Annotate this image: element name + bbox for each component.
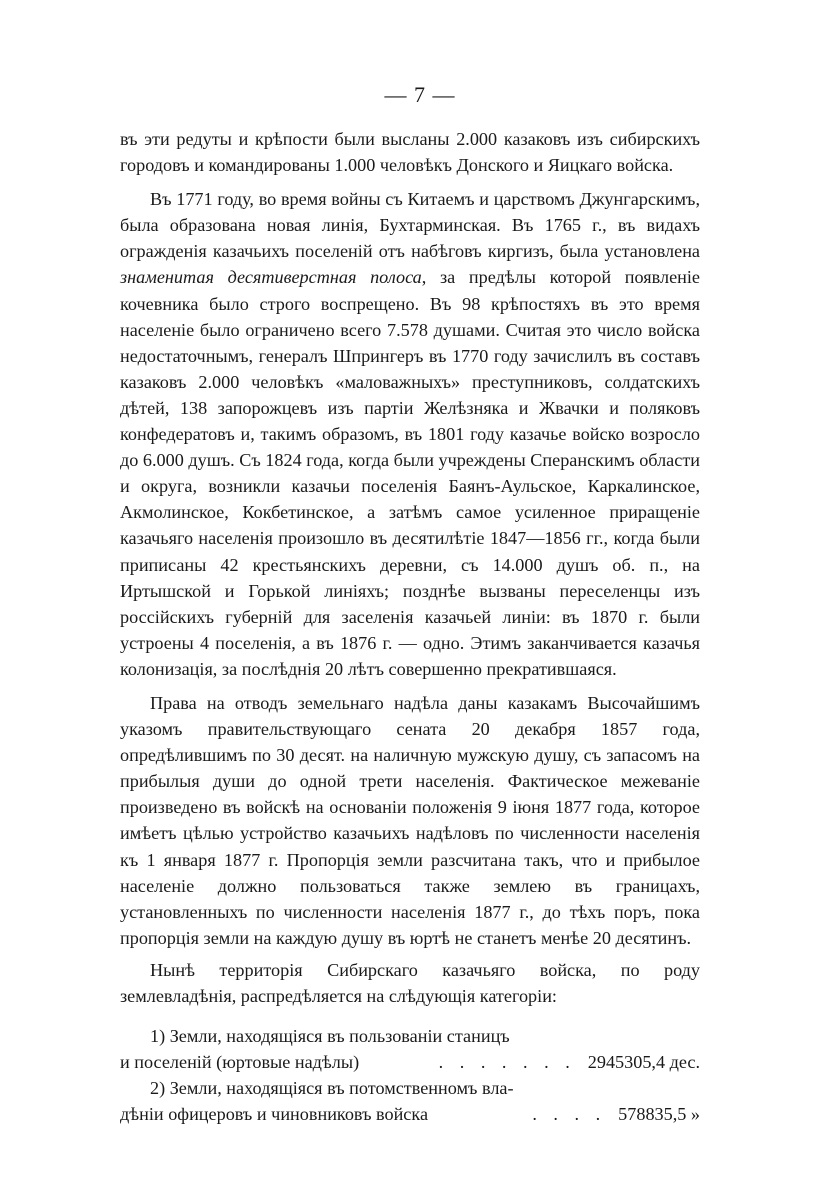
leader-dots: . . . . [532,1104,607,1125]
paragraph-2 [120,186,700,682]
entry-line-2 [120,1101,700,1127]
body-text [120,126,700,1127]
page-number: — 7 — [384,82,456,107]
entry-label: и поселеній (юртовые надѣлы) [120,1052,360,1073]
entry-line-1: 2) Земли, находящіяся въ потомственномъ вла- [150,1078,514,1099]
entry-amount: 578835,5 » [618,1104,700,1125]
leader-dots: . . . . . . . [438,1052,576,1073]
category-entry [120,1023,700,1075]
entry-label: дѣніи офицеровъ и чиновниковъ войска [120,1104,429,1125]
paragraph-2-italic: знаменитая десятиверстная полоса [120,267,422,288]
paragraph-3: Права на отводъ земельнаго надѣла даны казакамъ Высочайшимъ указомъ правительствующаго сената 20 декабря 1857 года, опредѣлившимъ по 30 десят. на наличную мужскую душу, съ запасомъ на прибылыя души до одной трети населенія. Фактическое межеваніе произведено въ войскѣ на основаніи положенія 9 іюня 1877 года, которое имѣетъ цѣлью устройство казачьихъ надѣловъ по численности населенія къ 1 января 1877 г. Пропорція земли разсчитана такъ, что и прибылое населеніе должно пользоваться также землею въ границахъ, установленныхъ по численности населенія 1877 г., до тѣхъ поръ, пока пропорція земли на каждую душу въ юртѣ не станетъ менѣе 20 десятинъ. [120,692,700,948]
paragraph-2-part-a: Въ 1771 году, во время войны съ Китаемъ и царствомъ Джунгарскимъ, была образована новая линія, Бухтарминская. Въ 1765 г., въ видахъ огражденія казачьихъ поселеній отъ набѣговъ киргизъ, была установлена [120,189,700,262]
entry-line-1: 1) Земли, находящіяся въ пользованіи станицъ [150,1026,510,1047]
category-list [120,1023,700,1127]
category-entry [120,1075,700,1127]
paragraph-2-part-b: , за предѣлы которой появленіе кочевника было строго воспрещено. Въ 98 крѣпостяхъ въ это время населеніе было ограничено всего 7.578 душами. Считая это число войска недостаточнымъ, генералъ Шпрингеръ въ 1770 году зачислилъ въ составъ казаковъ 2.000 человѣкъ «маловажныхъ» преступниковъ, солдатскихъ дѣтей, 138 запорожцевъ изъ партіи Желѣзняка и Жвачки и поляковъ конфедератовъ и, такимъ образомъ, въ 1801 году казачье войско возросло до 6.000 душъ. Съ 1824 года, когда были учреждены Сперанскимъ области и округа, возникли казачьи поселенія Баянъ-Аульское, Каркалинское, Акмолинское, Кокбетинское, а затѣмъ самое усиленное приращеніе казачьяго населенія произошло въ десятилѣтіе 1847—1856 гг., когда были приписаны 42 крестьянскихъ деревни, съ 14.000 душъ об. п., на Иртышской и Горькой линіяхъ; позднѣе вызваны переселенцы изъ россійскихъ губерній для заселенія казачьей линіи: въ 1870 г. были устроены 4 поселенія, а въ 1876 г. — одно. Этимъ заканчивается казачья колонизація, за послѣднія 20 лѣтъ совершенно прекратившаяся. [120,267,701,679]
paragraph-1: въ эти редуты и крѣпости были высланы 2.000 казаковъ изъ сибирскихъ городовъ и командированы 1.000 человѣкъ Донского и Яицкаго войска. [120,129,700,176]
entry-line-2 [120,1049,700,1075]
entry-amount: 2945305,4 дес. [587,1052,700,1073]
paragraph-4: Нынѣ территорія Сибирскаго казачьяго войска, по роду землевладѣнія, распредѣляется на слѣдующія категоріи: [120,959,700,1006]
